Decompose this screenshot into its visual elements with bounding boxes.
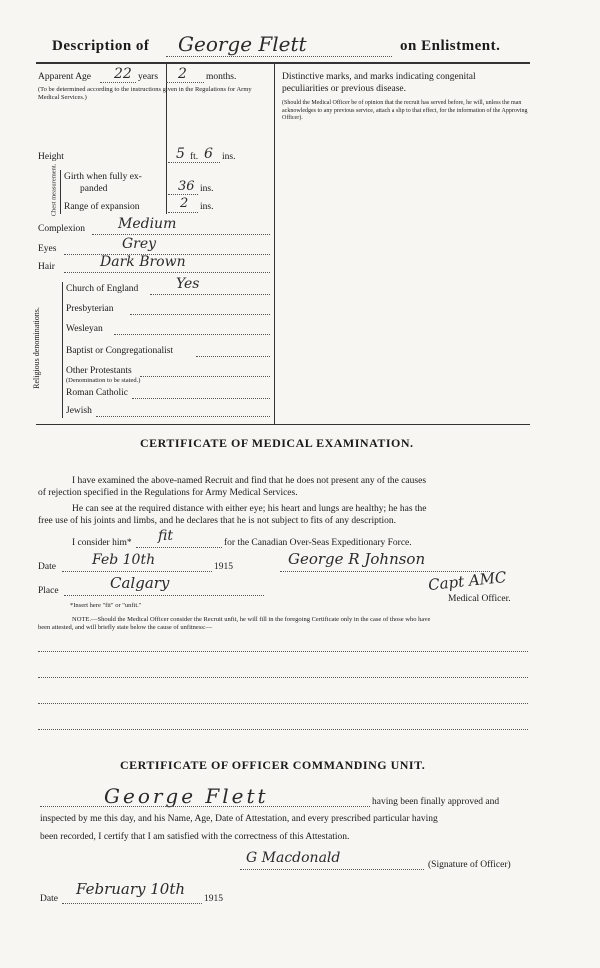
girth-label-1: Girth when fully ex-: [64, 172, 142, 182]
marks-label-2: peculiarities or previous disease.: [282, 84, 406, 94]
hair-value: Dark Brown: [100, 254, 186, 270]
religion-label-box: [31, 280, 60, 420]
girth-unit: ins.: [200, 184, 214, 194]
medical-para2-a: He can see at the required distance with either eye; his heart and lungs are healthy; he has the: [72, 504, 427, 514]
complexion-line: [92, 234, 270, 235]
consider-line: [136, 547, 222, 548]
medical-officer-label: Medical Officer.: [448, 594, 511, 604]
medical-year: 1915: [214, 562, 233, 572]
girth-label-2: panded: [80, 184, 108, 194]
officer-year: 1915: [204, 894, 223, 904]
medical-signature: George R Johnson: [288, 550, 426, 568]
height-line: [168, 162, 220, 163]
officer-text-3: been recorded, I certify that I am satisfied with the correctness of this Attestation.: [40, 832, 350, 842]
height-ft-value: 5: [176, 146, 185, 162]
unfit-line-2: [38, 677, 528, 678]
header-name: George Flett: [178, 32, 307, 56]
consider-label: I consider him*: [72, 538, 132, 548]
hair-label: Hair: [38, 262, 55, 272]
officer-text-1: having been finally approved and: [372, 797, 500, 807]
denomination-note: (Denomination to be stated.): [66, 377, 141, 384]
eyes-label: Eyes: [38, 244, 57, 254]
marks-note: (Should the Medical Officer be of opinion that the recruit has served before, he will, unless the man acknowledges to any previous service, attach a slip to that effect, for the information of the Approving Officer).: [282, 100, 528, 121]
roman-catholic-line: [132, 398, 270, 399]
officer-date-value: February 10th: [76, 880, 186, 898]
girth-value: 36: [178, 179, 195, 194]
officer-title: CERTIFICATE OF OFFICER COMMANDING UNIT.: [120, 758, 426, 772]
place-label: Place: [38, 586, 59, 596]
girth-line: [168, 194, 198, 195]
ft-label: ft.: [190, 152, 199, 162]
complexion-value: Medium: [118, 216, 177, 232]
baptist-line: [196, 356, 270, 357]
church-value: Yes: [176, 276, 200, 292]
note-text-2: been attested, and will briefly state below the cause of unfitness:—: [38, 624, 213, 631]
officer-date-label: Date: [40, 894, 58, 904]
other-protestants-line: [140, 376, 270, 377]
expansion-line: [168, 212, 198, 213]
height-ins-label: ins.: [222, 152, 236, 162]
baptist: Baptist or Congregationalist: [66, 346, 174, 356]
note-text-1: NOTE.—Should the Medical Officer consider the Recruit unfit, he will fill in the foregoing Certificate only in the case of those who have: [72, 616, 431, 623]
officer-signature-line: [240, 869, 424, 870]
age-note: (To be determined according to the instructions given in the Regulations for Army Medical Services.): [38, 86, 252, 101]
unfit-line-3: [38, 703, 528, 704]
insert-note: *Insert here "fit" or "unfit.": [70, 602, 142, 609]
apparent-age-label: Apparent Age: [38, 72, 92, 82]
jewish-line: [96, 416, 270, 417]
officer-signature: G Macdonald: [246, 850, 341, 866]
height-label: Height: [38, 152, 64, 162]
chest-label: Chest measurement.: [50, 163, 58, 217]
wesleyan-line: [114, 334, 270, 335]
age-months-value: 2: [178, 66, 187, 82]
church-line: [150, 294, 270, 295]
medical-para1-a: I have examined the above-named Recruit and find that he does not present any of the causes: [72, 476, 427, 486]
medical-date-label: Date: [38, 562, 56, 572]
religion-label: Religious denominations.: [31, 307, 41, 389]
other-protestants: Other Protestants: [66, 366, 132, 376]
church-of-england: Church of England: [66, 284, 139, 294]
religion-brace: [62, 282, 63, 418]
expansion-unit: ins.: [200, 202, 214, 212]
expansion-label: Range of expansion: [64, 202, 140, 212]
top-rule: [36, 62, 530, 64]
height-in-value: 6: [204, 146, 213, 162]
header-name-line: [166, 56, 392, 57]
roman-catholic: Roman Catholic: [66, 388, 129, 398]
officer-name-value: George Flett: [104, 784, 269, 808]
wesleyan: Wesleyan: [66, 324, 103, 334]
age-months-line: [166, 82, 204, 83]
complexion-label: Complexion: [38, 224, 85, 234]
chest-brace: [60, 170, 61, 214]
medical-date-value: Feb 10th: [92, 552, 156, 568]
medical-para2-b: free use of his joints and limbs, and he declares that he is not subject to fits of any description.: [38, 516, 397, 526]
jewish: Jewish: [66, 406, 92, 416]
officer-signature-label: (Signature of Officer): [428, 860, 511, 870]
medical-title: CERTIFICATE OF MEDICAL EXAMINATION.: [140, 436, 414, 450]
marks-label-1: Distinctive marks, and marks indicating congenital: [282, 72, 476, 82]
months-label: months.: [206, 72, 237, 82]
presbyterian: Presbyterian: [66, 304, 114, 314]
expansion-value: 2: [180, 196, 189, 211]
place-line: [64, 595, 264, 596]
chest-label-box: [38, 163, 60, 217]
officer-date-line: [62, 903, 202, 904]
signature-rank: Capt AMC: [427, 567, 508, 595]
place-value: Calgary: [110, 574, 170, 592]
officer-text-2: inspected by me this day, and his Name, Age, Date of Attestation, and every prescribed particular having: [40, 814, 438, 824]
eyes-value: Grey: [122, 236, 157, 252]
age-years-line: [100, 82, 136, 83]
consider-value: fit: [158, 528, 173, 544]
header-on-enlistment: on Enlistment.: [400, 38, 501, 54]
unfit-line-4: [38, 729, 528, 730]
unfit-line-1: [38, 651, 528, 652]
medical-date-line: [62, 571, 212, 572]
consider-suffix: for the Canadian Over-Seas Expeditionary Force.: [224, 538, 412, 548]
officer-name-line: [40, 806, 370, 807]
header-description-of: Description of: [52, 38, 150, 54]
age-years-value: 22: [114, 66, 132, 82]
section-rule: [36, 424, 530, 425]
presbyterian-line: [130, 314, 270, 315]
hair-line: [64, 272, 270, 273]
years-label: years: [138, 72, 159, 82]
column-divider: [274, 64, 275, 424]
medical-para1-b: of rejection specified in the Regulations for Army Medical Services.: [38, 488, 298, 498]
